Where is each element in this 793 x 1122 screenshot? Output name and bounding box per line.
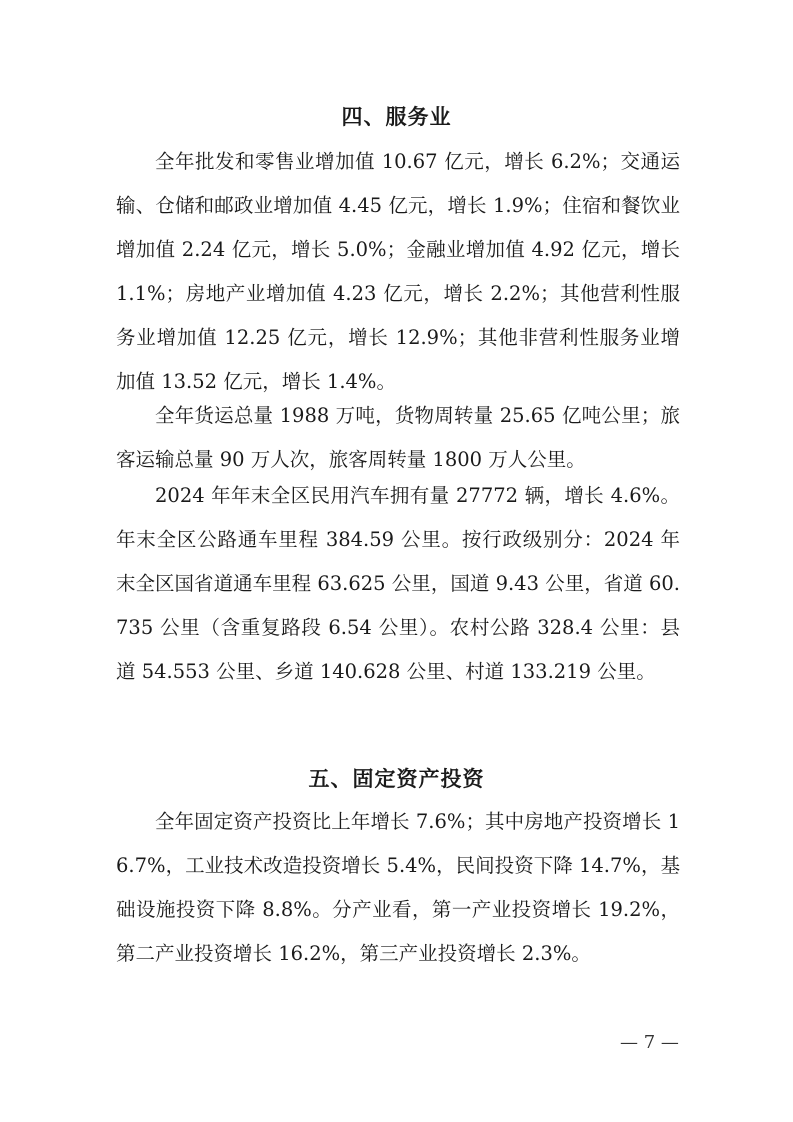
section-heading-services: 四、服务业 xyxy=(341,105,452,129)
paragraph-services-value-added: 全年批发和零售业增加值 10.67 亿元，增长 6.2%；交通运输、仓储和邮政业增加值 4.45 亿元，增长 1.9%；住宿和餐饮业增加值 2.24 亿元，增长 5.0%；金融业增加值 4.92 亿元，增长 1.1%；房地产业增加值 4.23 亿元，增长 2.2%；其他营利性服务业增加值 12.25 亿元，增长 12.9%；其他非营利性服务业增加值 13.52 亿元，增长 1.4%。 xyxy=(116,150,680,393)
paragraph-transport-volume: 全年货运总量 1988 万吨，货物周转量 25.65 亿吨公里；旅客运输总量 90 万人次，旅客周转量 1800 万人公里。 xyxy=(116,404,680,471)
page-number: — 7 — xyxy=(620,1032,679,1053)
paragraph-fixed-asset-investment: 全年固定资产投资比上年增长 7.6%；其中房地产投资增长 16.7%，工业技术改造投资增长 5.4%，民间投资下降 14.7%，基础设施投资下降 8.8%。分产业看，第一产业投资增长 19.2%，第二产业投资增长 16.2%，第三产业投资增长 2.3%。 xyxy=(116,810,680,965)
section-heading-fixed-asset-investment: 五、固定资产投资 xyxy=(308,767,485,791)
paragraph-vehicles-roads: 2024 年年末全区民用汽车拥有量 27772 辆，增长 4.6%。年末全区公路通车里程 384.59 公里。按行政级别分：2024 年末全区国省道通车里程 63.625 公里，国道 9.43 公里，省道 60.735 公里（含重复路段 6.54 公里）。农村公路 328.4 公里：县道 54.553 公里、乡道 140.628 公里、村道 133.219 公里。 xyxy=(116,484,680,683)
